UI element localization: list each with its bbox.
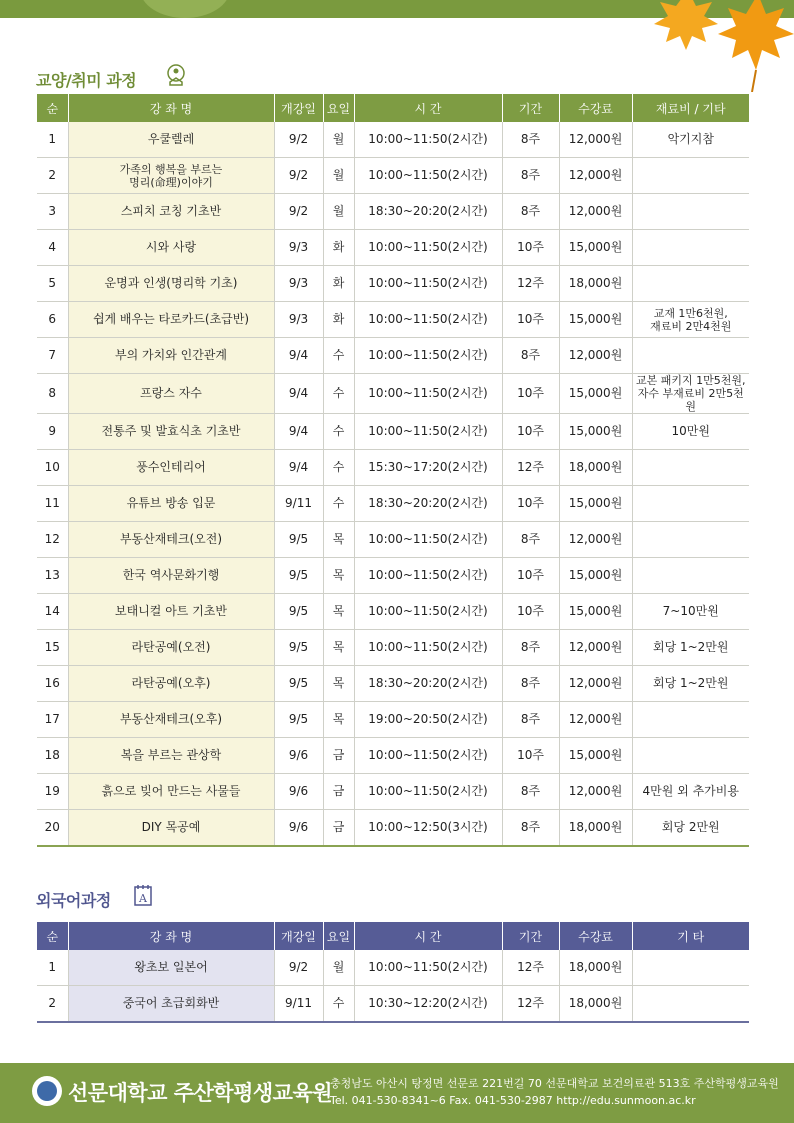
cell-course-name: 라탄공예(오전) [68,630,274,666]
table-header-row [37,922,749,950]
language-course-table [37,922,749,1023]
cell-duration: 8주 [502,774,559,810]
cell-fee: 12,000원 [559,630,632,666]
cell-no: 16 [37,666,68,702]
cell-weekday: 화 [323,230,354,266]
organization-name: 선문대학교 주산학평생교육원 [68,1081,333,1105]
cell-time: 15:30~17:20(2시간) [354,450,502,486]
table-row [37,594,749,630]
cell-no: 4 [37,230,68,266]
cell-start-date: 9/11 [274,986,323,1023]
cell-weekday: 월 [323,158,354,194]
cell-no: 2 [37,158,68,194]
cell-weekday: 목 [323,630,354,666]
header-fee: 수강료 [559,94,632,122]
cell-course-name: 흙으로 빚어 만드는 사물들 [68,774,274,810]
cell-time: 18:30~20:20(2시간) [354,486,502,522]
table-row [37,302,749,338]
cell-duration: 10주 [502,486,559,522]
cell-note: 4만원 외 추가비용 [632,774,749,810]
cell-course-name: 가족의 행복을 부르는 명리(命理)이야기 [68,158,274,194]
cell-time: 10:00~11:50(2시간) [354,122,502,158]
cell-course-name: 라탄공예(오후) [68,666,274,702]
table-row [37,950,749,986]
cell-no: 6 [37,302,68,338]
cell-fee: 15,000원 [559,302,632,338]
header-time: 시 간 [354,94,502,122]
footer-contact: Tel. 041-530-8341~6 Fax. 041-530-2987 http://edu.sunmoon.ac.kr [330,1094,696,1107]
table-row [37,522,749,558]
cell-course-name: 시와 사랑 [68,230,274,266]
table-row [37,774,749,810]
cell-time: 10:00~11:50(2시간) [354,374,502,414]
cell-note: 교본 패키지 1만5천원, 자수 부재료비 2만5천원 [632,374,749,414]
cell-course-name: 부동산재테크(오전) [68,522,274,558]
table-row [37,630,749,666]
cell-time: 10:00~11:50(2시간) [354,594,502,630]
cell-note [632,986,749,1023]
header-weekday: 요일 [323,94,354,122]
cell-duration: 10주 [502,414,559,450]
table-row [37,486,749,522]
cell-fee: 12,000원 [559,522,632,558]
cell-time: 10:00~11:50(2시간) [354,558,502,594]
cell-time: 10:00~11:50(2시간) [354,266,502,302]
cell-weekday: 목 [323,522,354,558]
cell-start-date: 9/4 [274,414,323,450]
cell-time: 10:00~11:50(2시간) [354,950,502,986]
table-row [37,194,749,230]
cell-start-date: 9/4 [274,374,323,414]
table-row [37,122,749,158]
header-duration: 기간 [502,922,559,950]
cell-no: 5 [37,266,68,302]
cell-duration: 10주 [502,302,559,338]
cell-no: 10 [37,450,68,486]
cell-start-date: 9/5 [274,522,323,558]
cell-course-name: 프랑스 자수 [68,374,274,414]
cell-fee: 12,000원 [559,702,632,738]
cell-time: 10:00~11:50(2시간) [354,774,502,810]
section-title-language: 외국어과정 [36,891,111,910]
cell-weekday: 목 [323,558,354,594]
cell-weekday: 화 [323,266,354,302]
cell-note: 회당 1~2만원 [632,630,749,666]
cell-start-date: 9/5 [274,666,323,702]
cell-weekday: 금 [323,810,354,847]
cell-note: 10만원 [632,414,749,450]
cell-note: 교재 1만6천원, 재료비 2만4천원 [632,302,749,338]
cell-note [632,950,749,986]
maple-leaf-icon [648,0,794,92]
cell-note [632,486,749,522]
header-start-date: 개강일 [274,922,323,950]
section-title-culture: 교양/취미 과정 [36,71,137,90]
table-header-row [37,94,749,122]
cell-course-name: 중국어 초급회화반 [68,986,274,1023]
cell-course-name: 운명과 인생(명리학 기초) [68,266,274,302]
header-course-name: 강 좌 명 [68,94,274,122]
cell-start-date: 9/2 [274,122,323,158]
header-course-name: 강 좌 명 [68,922,274,950]
cell-time: 19:00~20:50(2시간) [354,702,502,738]
cell-note [632,522,749,558]
cell-duration: 8주 [502,194,559,230]
cell-course-name: 쉽게 배우는 타로카드(초급반) [68,302,274,338]
cell-course-name: 전통주 및 발효식초 기초반 [68,414,274,450]
cell-no: 3 [37,194,68,230]
cell-weekday: 수 [323,338,354,374]
cell-start-date: 9/4 [274,338,323,374]
table-row [37,738,749,774]
cell-start-date: 9/5 [274,558,323,594]
cell-note: 악기지참 [632,122,749,158]
table-row [37,558,749,594]
cell-fee: 15,000원 [559,374,632,414]
cell-fee: 15,000원 [559,230,632,266]
cell-duration: 10주 [502,230,559,266]
cell-no: 1 [37,122,68,158]
cell-note [632,702,749,738]
culture-course-table [37,94,749,847]
table-row [37,266,749,302]
cell-duration: 12주 [502,950,559,986]
cell-start-date: 9/5 [274,702,323,738]
cell-fee: 18,000원 [559,810,632,847]
cell-start-date: 9/6 [274,774,323,810]
cell-fee: 18,000원 [559,950,632,986]
cell-no: 2 [37,986,68,1023]
cell-start-date: 9/2 [274,158,323,194]
cell-duration: 12주 [502,450,559,486]
cell-course-name: 왕초보 일본어 [68,950,274,986]
cell-time: 10:00~11:50(2시간) [354,230,502,266]
cell-weekday: 수 [323,486,354,522]
cell-fee: 12,000원 [559,122,632,158]
cell-duration: 8주 [502,158,559,194]
cell-time: 10:00~11:50(2시간) [354,302,502,338]
cell-course-name: 유튜브 방송 입문 [68,486,274,522]
cell-no: 17 [37,702,68,738]
cell-course-name: 스피치 코칭 기초반 [68,194,274,230]
cell-course-name: DIY 목공예 [68,810,274,847]
header-note: 기 타 [632,922,749,950]
cell-start-date: 9/6 [274,810,323,847]
cell-note: 회당 2만원 [632,810,749,847]
cell-weekday: 금 [323,738,354,774]
cell-duration: 8주 [502,702,559,738]
cell-no: 13 [37,558,68,594]
cell-fee: 12,000원 [559,158,632,194]
cell-weekday: 수 [323,450,354,486]
cell-time: 10:00~11:50(2시간) [354,630,502,666]
cell-start-date: 9/2 [274,950,323,986]
cell-time: 18:30~20:20(2시간) [354,666,502,702]
cell-no: 7 [37,338,68,374]
cell-start-date: 9/11 [274,486,323,522]
table-row [37,810,749,847]
cell-fee: 15,000원 [559,594,632,630]
cell-duration: 8주 [502,122,559,158]
cell-weekday: 수 [323,986,354,1023]
cell-fee: 15,000원 [559,558,632,594]
cell-fee: 15,000원 [559,486,632,522]
cell-duration: 8주 [502,338,559,374]
cell-time: 10:00~11:50(2시간) [354,338,502,374]
table-row [37,374,749,414]
header-duration: 기간 [502,94,559,122]
cell-fee: 12,000원 [559,338,632,374]
cell-course-name: 복을 부르는 관상학 [68,738,274,774]
cell-start-date: 9/5 [274,594,323,630]
cell-start-date: 9/4 [274,450,323,486]
cell-no: 18 [37,738,68,774]
cell-no: 8 [37,374,68,414]
cell-no: 1 [37,950,68,986]
cell-duration: 8주 [502,522,559,558]
header-weekday: 요일 [323,922,354,950]
cell-start-date: 9/5 [274,630,323,666]
cell-fee: 12,000원 [559,774,632,810]
header-time: 시 간 [354,922,502,950]
cell-time: 10:00~11:50(2시간) [354,522,502,558]
cell-weekday: 목 [323,594,354,630]
cell-start-date: 9/3 [274,230,323,266]
cell-duration: 10주 [502,738,559,774]
cell-no: 11 [37,486,68,522]
cell-start-date: 9/3 [274,302,323,338]
table-row [37,450,749,486]
table-row [37,338,749,374]
cell-note [632,558,749,594]
cell-duration: 12주 [502,986,559,1023]
book-letter: A [139,892,147,905]
cell-fee: 18,000원 [559,266,632,302]
cell-fee: 12,000원 [559,666,632,702]
cell-weekday: 수 [323,374,354,414]
cell-fee: 18,000원 [559,450,632,486]
footer-address: 충청남도 아산시 탕정면 선문로 221번길 70 선문대학교 보건의료관 513호 주산학평생교육원 [330,1077,779,1090]
cell-note [632,266,749,302]
cell-note [632,450,749,486]
footer [0,1063,794,1123]
header-no: 순 [37,922,68,950]
language-book-icon [133,884,153,906]
header-start-date: 개강일 [274,94,323,122]
footer-contact-block [330,1075,779,1109]
cell-weekday: 목 [323,666,354,702]
cell-note [632,738,749,774]
cell-weekday: 화 [323,302,354,338]
cell-note [632,230,749,266]
cell-weekday: 수 [323,414,354,450]
cell-course-name: 우쿨렐레 [68,122,274,158]
cell-fee: 15,000원 [559,738,632,774]
cell-weekday: 목 [323,702,354,738]
cell-no: 19 [37,774,68,810]
table-row [37,230,749,266]
university-seal-icon [32,1076,62,1106]
cell-duration: 10주 [502,558,559,594]
cell-note [632,338,749,374]
cell-duration: 12주 [502,266,559,302]
cell-weekday: 월 [323,950,354,986]
cell-fee: 18,000원 [559,986,632,1023]
table-row [37,986,749,1023]
cell-weekday: 월 [323,194,354,230]
cell-no: 9 [37,414,68,450]
table-row [37,414,749,450]
cell-time: 10:00~12:50(3시간) [354,810,502,847]
header-note: 재료비 / 기타 [632,94,749,122]
cell-course-name: 보태니컬 아트 기초반 [68,594,274,630]
table-row [37,158,749,194]
cell-fee: 12,000원 [559,194,632,230]
cell-no: 14 [37,594,68,630]
cell-weekday: 금 [323,774,354,810]
cell-duration: 10주 [502,594,559,630]
cell-duration: 8주 [502,630,559,666]
header-fee: 수강료 [559,922,632,950]
cell-start-date: 9/6 [274,738,323,774]
cell-course-name: 풍수인테리어 [68,450,274,486]
cell-note [632,194,749,230]
cell-no: 20 [37,810,68,847]
cell-duration: 8주 [502,810,559,847]
cell-course-name: 부동산재테크(오후) [68,702,274,738]
cell-course-name: 한국 역사문화기행 [68,558,274,594]
table-row [37,666,749,702]
cell-fee: 15,000원 [559,414,632,450]
cell-course-name: 부의 가치와 인간관계 [68,338,274,374]
cell-weekday: 월 [323,122,354,158]
person-reading-icon [166,64,186,86]
cell-no: 12 [37,522,68,558]
cell-time: 10:00~11:50(2시간) [354,738,502,774]
cell-duration: 10주 [502,374,559,414]
cell-note [632,158,749,194]
cell-duration: 8주 [502,666,559,702]
cell-note: 회당 1~2만원 [632,666,749,702]
header-no: 순 [37,94,68,122]
cell-time: 10:00~11:50(2시간) [354,158,502,194]
cell-start-date: 9/3 [274,266,323,302]
cell-time: 10:00~11:50(2시간) [354,414,502,450]
cell-start-date: 9/2 [274,194,323,230]
cell-no: 15 [37,630,68,666]
table-row [37,702,749,738]
cell-time: 10:30~12:20(2시간) [354,986,502,1023]
cell-time: 18:30~20:20(2시간) [354,194,502,230]
cell-note: 7~10만원 [632,594,749,630]
